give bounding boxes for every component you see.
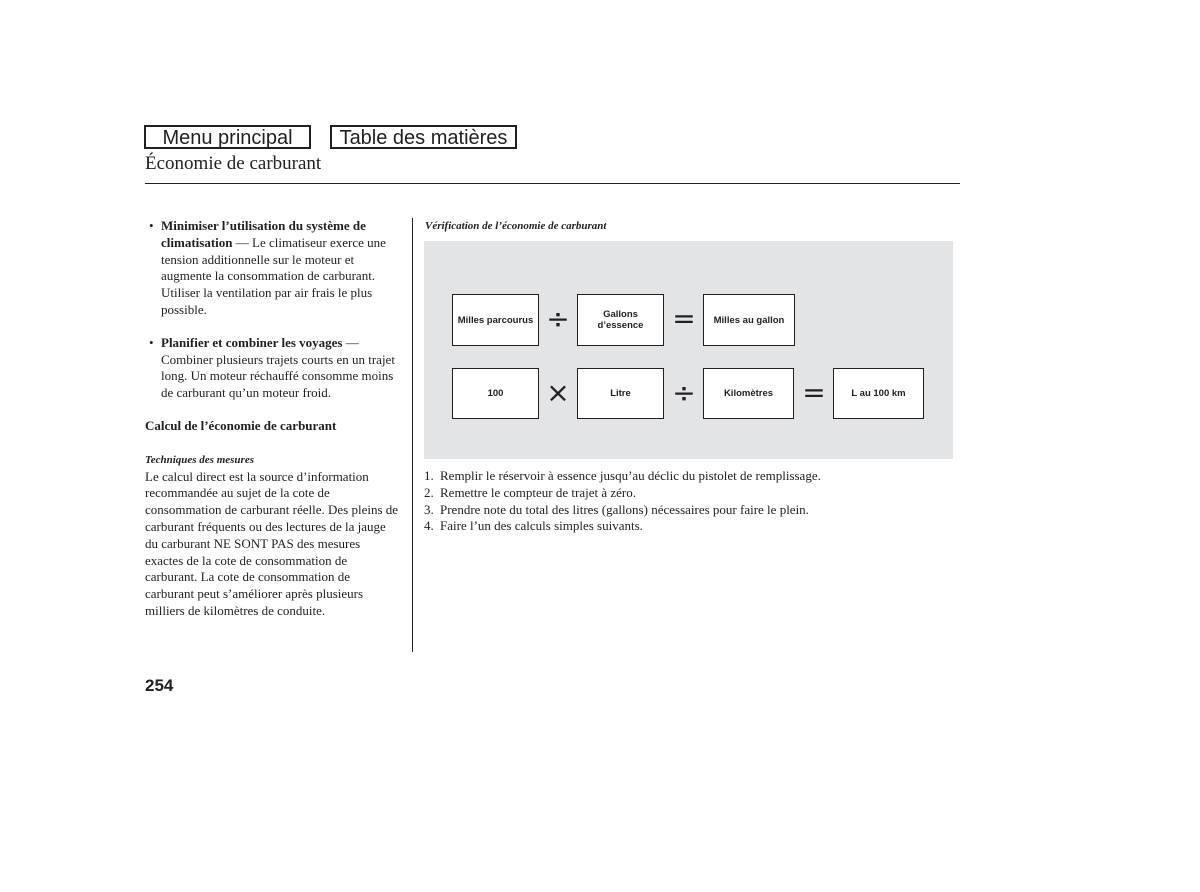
box-label: Litre <box>610 388 631 399</box>
box-label: 100 <box>487 388 504 399</box>
title-rule <box>145 183 960 184</box>
formula-box-milles-au-gallon <box>703 294 795 346</box>
list-item <box>424 485 964 502</box>
menu-principal-button[interactable]: Menu principal <box>144 125 311 149</box>
box-label-line2: d’essence <box>597 320 644 331</box>
body-paragraph: Le calcul direct est la source d’information recommandée au sujet de la cote de consommation de carburant réelle. Des pleins de carburant fréquents ou des lectures de la jauge du carburant NE SONT PAS des mesures exactes de la cote de consommation de carburant. La cote de consommation de carburant peut s’améliorer après plusieurs milliers de kilomètres de conduite. <box>145 468 399 618</box>
divide-icon: ÷ <box>546 302 570 335</box>
formula-box-litre <box>577 368 664 419</box>
formula-box-gallons <box>577 294 664 346</box>
step-number: 3. <box>424 501 434 517</box>
list-item <box>424 502 964 519</box>
bullet-text: — Le climatiseur exerce une tension additionnelle sur le moteur et augmente la consommation de carburant. Utiliser la ventilation par air frais le plus possible. <box>161 234 386 317</box>
equals-icon: = <box>672 302 696 335</box>
list-item <box>424 468 964 485</box>
step-number: 1. <box>424 468 434 483</box>
step-number: 4. <box>424 518 434 534</box>
figure-caption: Vérification de l’économie de carburant <box>425 220 607 232</box>
bullet-heading: Minimiser l’utilisation du système de climatisation <box>161 218 366 250</box>
left-column <box>145 218 400 620</box>
divide-icon: ÷ <box>672 376 696 409</box>
step-number: 2. <box>424 484 434 500</box>
list-item <box>424 518 964 535</box>
steps-list <box>424 468 964 535</box>
table-des-matieres-button[interactable]: Table des matières <box>330 125 517 149</box>
bullet-text: — Combiner plusieurs trajets courts en un trajet long. Un moteur réchauffé consomme moins de carburant qu’un moteur froid. <box>161 334 395 401</box>
bullet-dot: • <box>149 334 154 350</box>
column-divider <box>412 218 413 652</box>
equals-icon: = <box>802 376 826 409</box>
bullet-heading: Planifier et combiner les voyages <box>161 334 343 350</box>
formula-box-l-au-100-km <box>833 368 924 419</box>
page-number: 254 <box>145 676 174 695</box>
formula-box-kilometres <box>703 368 794 419</box>
step-text: Remettre le compteur de trajet à zéro. <box>440 484 636 500</box>
formula-box-milles-parcourus <box>452 294 539 346</box>
step-text: Prendre note du total des litres (gallons) nécessaires pour faire le plein. <box>440 501 809 517</box>
box-label: L au 100 km <box>851 388 906 399</box>
right-column-caption <box>425 218 955 235</box>
box-label: Kilomètres <box>723 388 774 399</box>
bullet-voyages <box>145 335 400 402</box>
bullet-climatisation <box>145 218 400 319</box>
step-text: Remplir le réservoir à essence jusqu’au déclic du pistolet de remplissage. <box>440 468 821 483</box>
box-label: Milles parcourus <box>457 314 534 326</box>
formula-box-100 <box>452 368 539 419</box>
box-label-line1: Gallons <box>603 309 638 320</box>
page-title: Économie de carburant <box>145 153 322 174</box>
section-heading: Calcul de l’économie de carburant <box>145 417 337 433</box>
formula-diagram <box>424 241 953 459</box>
subheading: Techniques des mesures <box>145 453 254 466</box>
step-text: Faire l’un des calculs simples suivants. <box>440 518 643 534</box>
bullet-dot: • <box>149 218 154 233</box>
box-label: Milles au gallon <box>713 314 785 326</box>
multiply-icon: × <box>546 376 570 409</box>
